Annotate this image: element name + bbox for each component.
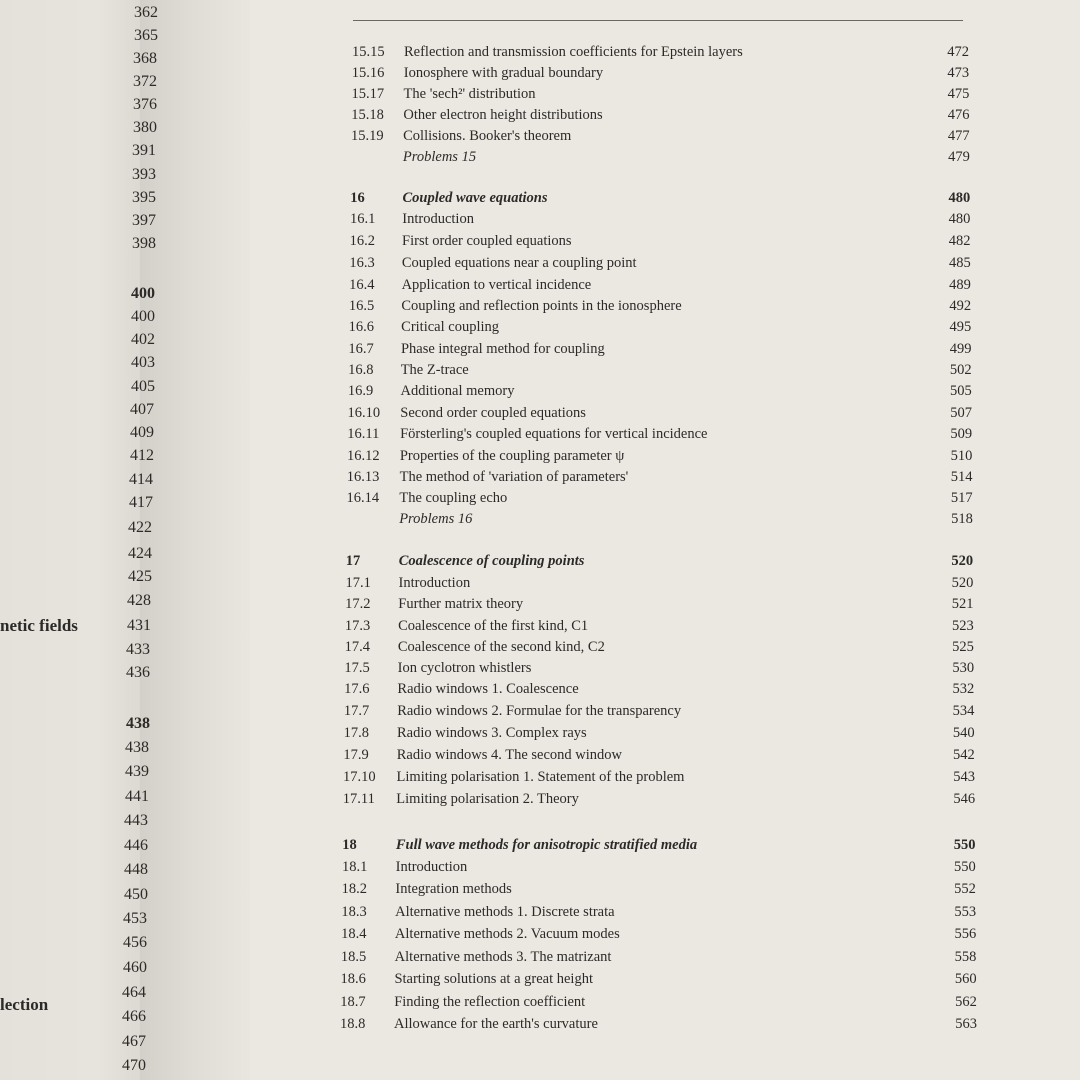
left-page-number: 446 (124, 837, 148, 854)
section-title: Försterling's coupled equations for vertical incidence (400, 426, 708, 442)
section-title: Ion cyclotron whistlers (397, 660, 532, 676)
section-number: 16.1 (349, 211, 376, 227)
section-title: Radio windows 4. The second window (396, 747, 623, 763)
left-page-number: 433 (126, 641, 150, 658)
page-number: 485 (948, 255, 971, 271)
toc-row (349, 296, 971, 316)
left-page-number: 395 (132, 189, 156, 206)
section-title: Limiting polarisation 2. Theory (396, 791, 579, 807)
section-number: 18.3 (341, 904, 367, 920)
left-page-number: 460 (123, 959, 147, 976)
page-number: 492 (949, 298, 972, 314)
left-page-number: 456 (123, 934, 147, 951)
page-number: 553 (954, 904, 977, 920)
section-title: Full wave methods for anisotropic stratified media (395, 837, 698, 853)
section-number: 17.5 (344, 660, 370, 676)
section-number: 16.3 (349, 255, 375, 271)
page-number: 560 (954, 971, 977, 987)
section-title: Coalescence of the second kind, C2 (397, 639, 605, 655)
chapter-heading-row (346, 551, 973, 571)
chapter-heading-row (350, 188, 970, 208)
left-page-number: 464 (122, 984, 146, 1001)
left-page-number: 412 (130, 447, 154, 464)
page-number: 530 (952, 660, 975, 676)
section-number: 17.7 (343, 703, 370, 719)
section-number: 18 (342, 837, 357, 853)
page-number: 520 (951, 575, 974, 591)
toc-row (347, 467, 973, 487)
section-title: Problems 15 (402, 149, 477, 165)
left-page-number: 453 (123, 910, 147, 927)
section-title: Coalescence of coupling points (398, 553, 585, 569)
section-number: 18.7 (340, 994, 366, 1010)
left-page-number: 391 (132, 142, 156, 159)
section-number: 18.4 (341, 926, 367, 942)
section-number: 17.9 (343, 747, 369, 763)
section-title: Ionosphere with gradual boundary (403, 65, 604, 81)
page-number: 552 (954, 881, 976, 897)
page-number: 477 (947, 128, 970, 144)
toc-row (344, 723, 975, 743)
left-page-number: 403 (131, 354, 155, 371)
page-number: 520 (951, 553, 974, 569)
page-number: 556 (954, 926, 977, 942)
toc-row (345, 573, 973, 593)
toc-row (350, 209, 970, 229)
page-number: 525 (952, 639, 974, 655)
left-page-number: 424 (128, 545, 152, 562)
section-title: Coupled equations near a coupling point (401, 255, 637, 271)
section-title: Alternative methods 1. Discrete strata (395, 904, 615, 920)
left-page-number: 362 (134, 4, 158, 21)
left-page-number: 372 (133, 73, 157, 90)
section-title: Introduction (395, 859, 468, 875)
toc-row (343, 767, 975, 787)
left-page-number: 393 (132, 166, 156, 183)
section-number: 15.16 (351, 65, 385, 81)
left-text-fragment: lection (0, 995, 49, 1014)
section-title: Application to vertical incidence (401, 277, 592, 293)
page-number: 473 (947, 65, 970, 81)
toc-row (351, 105, 969, 125)
section-title: Additional memory (400, 383, 515, 399)
page-number: 505 (950, 383, 972, 399)
left-page-number: 398 (132, 235, 156, 252)
section-number: 16.2 (349, 233, 376, 249)
page-number: 562 (955, 994, 977, 1010)
section-title: Radio windows 2. Formulae for the transparency (397, 703, 682, 719)
section-title: Coupled wave equations (402, 190, 548, 206)
left-page-number: 428 (127, 592, 151, 609)
page-number: 495 (949, 319, 972, 335)
page-number: 546 (953, 791, 976, 807)
left-page (0, 0, 140, 1080)
section-number: 16 (350, 190, 365, 206)
left-page-number: 376 (133, 96, 157, 113)
page-number: 480 (948, 190, 971, 206)
toc-row (348, 339, 971, 359)
page-number: 514 (950, 469, 973, 485)
toc-row (345, 637, 974, 657)
left-page-number: 397 (132, 212, 156, 229)
section-number: 17.6 (344, 681, 370, 697)
page-number: 518 (951, 511, 973, 527)
page-number: 542 (953, 747, 975, 763)
toc-row (349, 253, 970, 273)
toc-row (341, 969, 977, 989)
section-title: Alternative methods 3. The matrizant (394, 949, 612, 965)
book-gutter (140, 0, 250, 1080)
section-title: Radio windows 3. Complex rays (396, 725, 587, 741)
toc-row (341, 902, 976, 922)
section-number: 16.10 (347, 405, 381, 421)
section-title: Reflection and transmission coefficients for Epstein layers (404, 44, 743, 60)
toc-row (351, 126, 970, 146)
section-number: 18.8 (340, 1016, 366, 1032)
toc-row (352, 63, 969, 83)
left-page-number: 467 (122, 1033, 146, 1050)
page-number: 534 (952, 703, 975, 719)
page-number: 523 (951, 618, 974, 634)
page-number: 517 (950, 490, 973, 506)
page-number: 532 (952, 681, 975, 697)
section-title: Integration methods (395, 881, 512, 897)
page-number: 563 (955, 1016, 977, 1032)
toc-row (340, 1014, 977, 1034)
page-number: 472 (947, 44, 969, 60)
left-page-number: 439 (125, 763, 149, 780)
page-number: 476 (947, 107, 970, 123)
section-number: 16.11 (347, 426, 380, 442)
toc-row (344, 679, 974, 699)
left-page-number: 441 (125, 788, 149, 805)
left-page-number: 402 (131, 331, 155, 348)
section-number: 17.4 (344, 639, 371, 655)
section-number: 18.1 (341, 859, 368, 875)
left-page-number: 368 (133, 50, 157, 67)
page-number: 499 (949, 341, 972, 357)
toc-row (347, 424, 972, 444)
section-title: Other electron height distributions (403, 107, 603, 123)
page-number: 480 (948, 211, 971, 227)
left-page-number: 450 (124, 886, 148, 903)
page-number: 489 (949, 277, 971, 293)
section-title: The coupling echo (399, 490, 508, 506)
toc-row (343, 789, 975, 809)
section-title: Further matrix theory (398, 596, 524, 612)
section-title: Radio windows 1. Coalescence (397, 681, 579, 697)
left-page-number: 443 (124, 812, 148, 829)
left-page-number: 470 (122, 1057, 146, 1074)
left-page-number: 436 (126, 664, 150, 681)
section-title: Critical coupling (401, 319, 500, 335)
section-number: 17.10 (343, 769, 376, 785)
page-number: 558 (954, 949, 977, 965)
left-page-number: 400 (131, 285, 155, 302)
section-number: 16.5 (348, 298, 375, 314)
left-page-number: 400 (131, 308, 155, 325)
left-page-number: 425 (128, 568, 152, 585)
page-number: 521 (951, 596, 974, 612)
left-page-number: 409 (130, 424, 154, 441)
section-number: 16.7 (348, 341, 374, 357)
page-number: 482 (948, 233, 971, 249)
toc-row (345, 616, 974, 636)
section-number: 18.2 (341, 881, 368, 897)
section-number: 18.5 (340, 949, 367, 965)
left-page-number: 365 (134, 27, 158, 44)
section-title: Problems 16 (399, 511, 473, 527)
section-title: The method of 'variation of parameters' (399, 469, 629, 485)
left-page-number: 448 (124, 861, 148, 878)
section-number: 16.14 (346, 490, 380, 506)
section-title: Collisions. Booker's theorem (403, 128, 572, 144)
section-number: 17 (345, 553, 361, 569)
toc-row (341, 947, 977, 967)
section-number: 17.2 (345, 596, 371, 612)
section-title: Introduction (402, 211, 474, 227)
toc-row (349, 317, 972, 337)
page-number: 540 (952, 725, 975, 741)
toc-row (349, 275, 971, 295)
problems-row (346, 509, 973, 529)
toc-row (341, 924, 976, 944)
toc-row (351, 84, 969, 104)
section-number: 15.18 (351, 107, 384, 123)
page-number: 550 (953, 859, 976, 875)
toc-row (348, 360, 972, 380)
toc-row (343, 745, 974, 765)
toc-row (348, 403, 972, 423)
toc-row (345, 594, 973, 614)
left-page-number: 414 (129, 471, 153, 488)
toc-row (347, 446, 972, 466)
section-number: 15.17 (351, 86, 385, 102)
toc-row (352, 42, 969, 62)
section-title: Coalescence of the first kind, C1 (398, 618, 589, 634)
page-number: 510 (950, 448, 973, 464)
page-number: 543 (953, 769, 975, 785)
toc-row (344, 701, 975, 721)
toc-row (342, 857, 976, 877)
left-page-number: 407 (130, 401, 154, 418)
section-number: 17.11 (342, 791, 375, 807)
left-page-number: 405 (131, 378, 155, 395)
section-title: Second order coupled equations (400, 405, 586, 421)
chapter-heading-row (342, 835, 975, 855)
left-page-number: 438 (125, 739, 149, 756)
left-page-number: 431 (127, 617, 151, 634)
toc-row (344, 658, 974, 678)
toc-row (346, 488, 972, 508)
section-title: The Z-trace (400, 362, 469, 378)
page-number: 507 (950, 405, 972, 421)
toc-row (350, 231, 971, 251)
section-number: 16.9 (347, 383, 374, 399)
section-title: Alternative methods 2. Vacuum modes (394, 926, 620, 942)
section-number: 18.6 (340, 971, 366, 987)
section-number: 16.12 (347, 448, 380, 464)
page-number: 475 (947, 86, 970, 102)
section-number: 16.13 (346, 469, 380, 485)
page-number: 502 (949, 362, 972, 378)
toc-row (342, 879, 976, 899)
section-number: 17.1 (345, 575, 371, 591)
section-title: Coupling and reflection points in the ionosphere (401, 298, 682, 314)
toc-row (340, 992, 977, 1012)
page-number: 479 (948, 149, 970, 165)
section-number: 16.8 (348, 362, 374, 378)
section-title: The 'sech²' distribution (403, 86, 536, 102)
left-text-fragment: netic fields (0, 616, 78, 635)
section-title: Limiting polarisation 1. Statement of the problem (396, 769, 685, 785)
section-title: Starting solutions at a great height (394, 971, 593, 987)
left-page-number: 380 (133, 119, 157, 136)
section-number: 17.8 (343, 725, 369, 741)
section-title: Phase integral method for coupling (400, 341, 605, 357)
left-page-number: 422 (128, 519, 152, 536)
top-rule (353, 20, 963, 21)
section-title: Finding the reflection coefficient (394, 994, 586, 1010)
problems-row (351, 147, 970, 167)
page-number: 550 (953, 837, 976, 853)
section-number: 15.19 (350, 128, 384, 144)
section-number: 17.3 (344, 618, 371, 634)
section-title: Allowance for the earth's curvature (394, 1016, 598, 1032)
toc-row (348, 381, 972, 401)
left-page-number: 466 (122, 1008, 146, 1025)
section-title: Properties of the coupling parameter ψ (399, 448, 625, 464)
section-number: 16.6 (348, 319, 374, 335)
section-number: 16.4 (349, 277, 375, 293)
left-page-number: 417 (129, 494, 153, 511)
section-number: 15.15 (352, 44, 385, 60)
section-title: Introduction (398, 575, 471, 591)
section-title: First order coupled equations (402, 233, 572, 249)
left-page-number: 438 (126, 715, 150, 732)
page-number: 509 (950, 426, 973, 442)
